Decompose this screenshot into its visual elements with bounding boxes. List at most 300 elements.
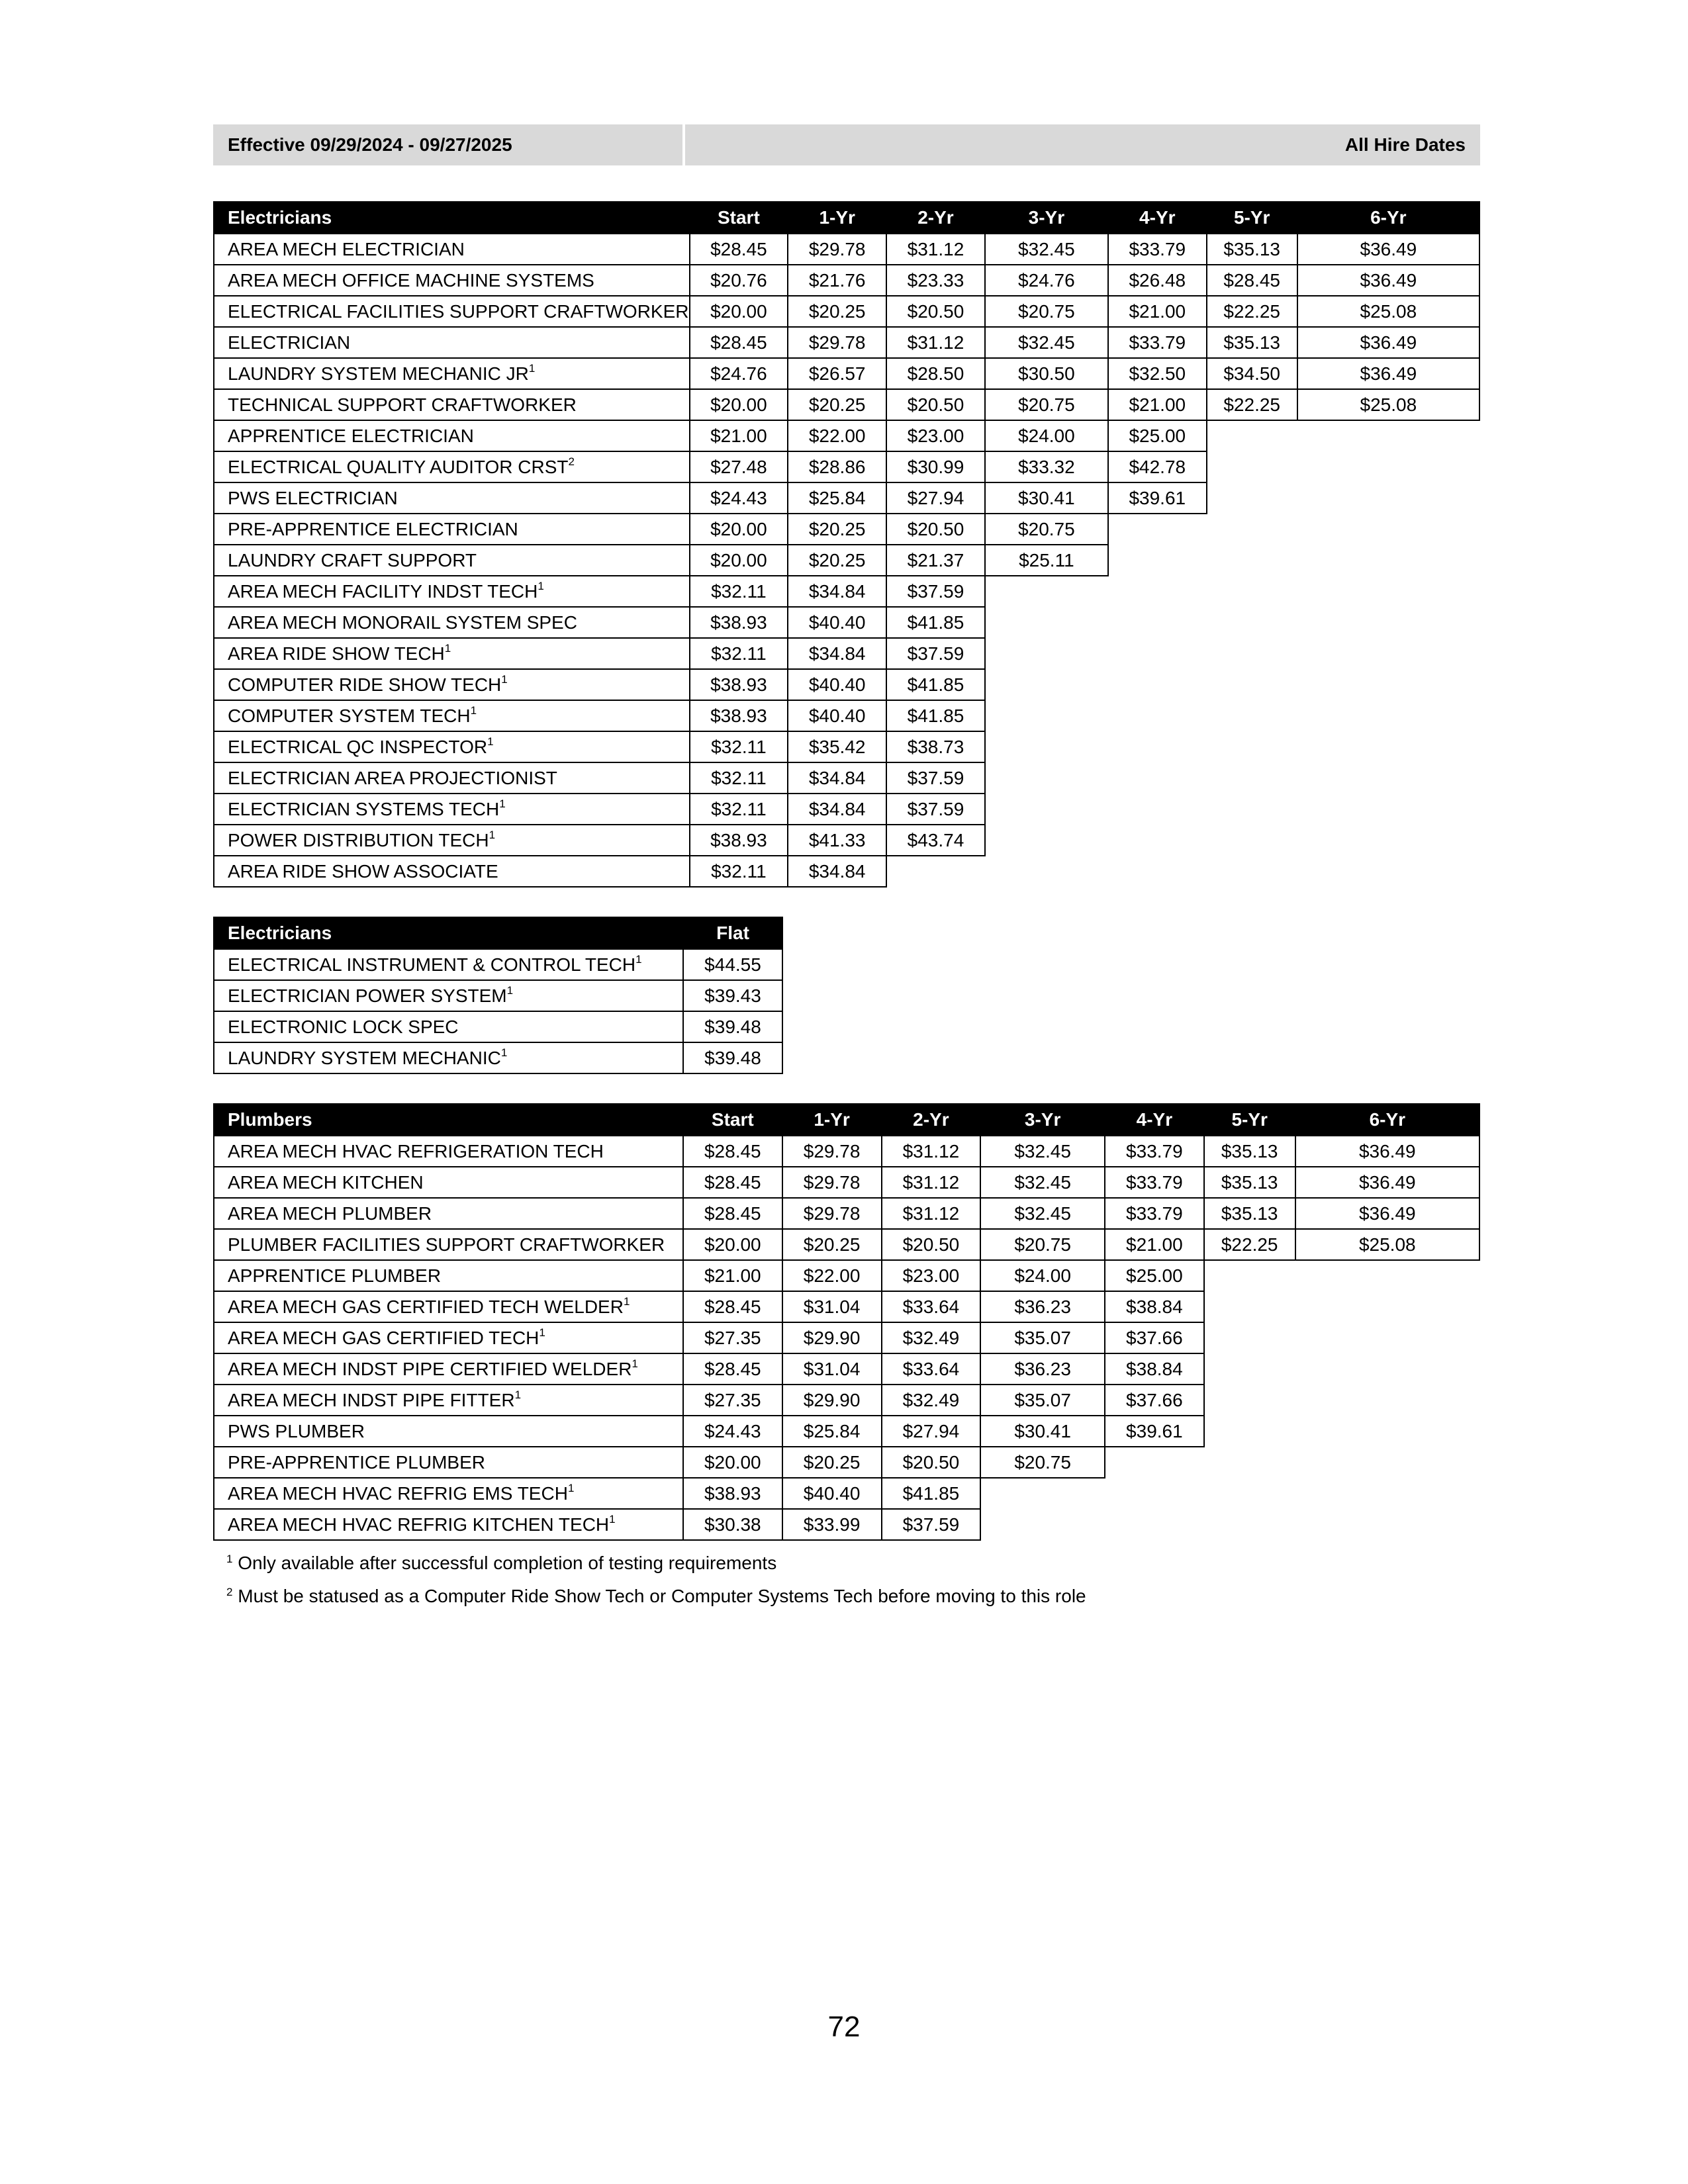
rate-cell: $37.59 — [886, 638, 985, 669]
rate-cell: $22.25 — [1207, 296, 1297, 327]
job-title — [214, 420, 690, 451]
rate-cell: $24.76 — [985, 265, 1108, 296]
rate-cell: $39.43 — [683, 980, 782, 1011]
rate-cell: $32.45 — [985, 327, 1108, 358]
empty-cell — [886, 856, 985, 887]
table-row — [214, 1198, 1479, 1229]
empty-cell — [1207, 825, 1297, 856]
rate-cell: $31.04 — [782, 1291, 882, 1322]
rate-cell: $25.00 — [1105, 1260, 1204, 1291]
rate-cell: $20.00 — [690, 389, 788, 420]
empty-cell — [1207, 576, 1297, 607]
footnote-ref: 1 — [470, 704, 477, 717]
job-title-text: ELECTRICIAN POWER SYSTEM — [228, 985, 507, 1006]
rate-cell: $20.25 — [788, 514, 886, 545]
rate-cell: $41.33 — [788, 825, 886, 856]
empty-cell — [1204, 1385, 1295, 1416]
rate-cell: $20.75 — [980, 1229, 1105, 1260]
table-row — [214, 638, 1479, 669]
table-row — [214, 1136, 1479, 1167]
empty-cell — [985, 638, 1108, 669]
rate-cell: $36.49 — [1297, 265, 1479, 296]
job-title-text: TECHNICAL SUPPORT CRAFTWORKER — [228, 394, 577, 415]
job-title-text: ELECTRICIAN — [228, 332, 351, 353]
rate-cell: $33.79 — [1105, 1198, 1204, 1229]
job-title — [214, 607, 690, 638]
rate-cell: $33.79 — [1105, 1136, 1204, 1167]
column-header: Plumbers — [214, 1104, 683, 1136]
empty-cell — [1297, 607, 1479, 638]
rate-cell: $32.11 — [690, 762, 788, 794]
rate-cell: $37.59 — [886, 762, 985, 794]
footnote-ref: 1 — [538, 579, 544, 592]
empty-cell — [1295, 1478, 1479, 1509]
job-title — [214, 1229, 683, 1260]
rate-cell: $39.48 — [683, 1011, 782, 1042]
rate-cell: $38.93 — [690, 607, 788, 638]
rate-cell: $25.84 — [788, 482, 886, 514]
job-title — [214, 1478, 683, 1509]
rate-cell: $31.12 — [882, 1167, 981, 1198]
rate-cell: $34.84 — [788, 638, 886, 669]
rate-cell: $41.85 — [882, 1478, 981, 1509]
footnote-ref: 1 — [487, 735, 494, 748]
empty-cell — [1207, 731, 1297, 762]
rate-cell: $31.12 — [882, 1136, 981, 1167]
job-title-text: ELECTRICIAN SYSTEMS TECH — [228, 798, 500, 819]
job-title — [214, 234, 690, 265]
rate-cell: $20.75 — [985, 389, 1108, 420]
rate-cell: $32.11 — [690, 638, 788, 669]
rate-cell: $35.42 — [788, 731, 886, 762]
rate-cell: $21.00 — [690, 420, 788, 451]
empty-cell — [1297, 669, 1479, 700]
rate-cell: $25.08 — [1295, 1229, 1479, 1260]
empty-cell — [1295, 1509, 1479, 1540]
job-title-text: LAUNDRY SYSTEM MECHANIC JR — [228, 363, 529, 384]
column-header: 6-Yr — [1297, 202, 1479, 234]
rate-cell: $20.25 — [788, 389, 886, 420]
table-row — [214, 825, 1479, 856]
job-title — [214, 265, 690, 296]
empty-cell — [1297, 731, 1479, 762]
column-header: 5-Yr — [1207, 202, 1297, 234]
rate-cell: $32.11 — [690, 856, 788, 887]
job-title — [214, 545, 690, 576]
job-title-text: AREA MECH HVAC REFRIGERATION TECH — [228, 1140, 604, 1161]
rate-cell: $44.55 — [683, 949, 782, 980]
rate-cell: $20.25 — [788, 545, 886, 576]
empty-cell — [1207, 856, 1297, 887]
job-title-text: AREA MECH PLUMBER — [228, 1203, 432, 1224]
job-title — [214, 1509, 683, 1540]
rate-sheet — [213, 124, 1480, 1619]
empty-cell — [985, 825, 1108, 856]
empty-cell — [1295, 1353, 1479, 1385]
job-title — [214, 638, 690, 669]
column-header: 6-Yr — [1295, 1104, 1479, 1136]
rate-cell: $40.40 — [788, 607, 886, 638]
rate-cell: $20.00 — [690, 545, 788, 576]
rate-cell: $32.49 — [882, 1322, 981, 1353]
rate-cell: $30.50 — [985, 358, 1108, 389]
rate-cell: $21.00 — [1105, 1229, 1204, 1260]
job-title — [214, 1291, 683, 1322]
table-row — [214, 514, 1479, 545]
rate-cell: $21.37 — [886, 545, 985, 576]
rate-cell: $32.45 — [985, 234, 1108, 265]
footnote-ref: 1 — [514, 1388, 522, 1401]
rate-cell: $22.00 — [782, 1260, 882, 1291]
job-title — [214, 731, 690, 762]
footnote-ref: 1 — [632, 1357, 638, 1370]
rate-cell: $32.45 — [980, 1167, 1105, 1198]
rate-cell: $27.94 — [882, 1416, 981, 1447]
job-title-text: AREA MECH FACILITY INDST TECH — [228, 580, 538, 602]
rate-cell: $32.45 — [980, 1198, 1105, 1229]
job-title-text: AREA MECH ELECTRICIAN — [228, 238, 465, 259]
job-title-text: AREA MECH GAS CERTIFIED TECH — [228, 1327, 539, 1348]
job-title-text: AREA MECH HVAC REFRIG KITCHEN TECH — [228, 1514, 610, 1535]
empty-cell — [1105, 1478, 1204, 1509]
empty-cell — [1108, 514, 1207, 545]
table-row — [214, 1478, 1479, 1509]
rate-cell: $36.49 — [1297, 234, 1479, 265]
footnote-ref: 1 — [623, 1295, 630, 1308]
rate-cell: $25.08 — [1297, 389, 1479, 420]
job-title-text: PWS PLUMBER — [228, 1420, 365, 1441]
footnote-ref: 1 — [444, 641, 451, 655]
column-header: Electricians — [214, 202, 690, 234]
rate-cell: $29.78 — [788, 234, 886, 265]
footnote-mark: 1 — [226, 1553, 233, 1565]
rate-cell: $36.49 — [1297, 327, 1479, 358]
footnote-ref: 1 — [528, 361, 536, 375]
column-header: 3-Yr — [980, 1104, 1105, 1136]
job-title-text: AREA MECH OFFICE MACHINE SYSTEMS — [228, 269, 594, 291]
rate-cell: $28.50 — [886, 358, 985, 389]
rate-cell: $24.00 — [980, 1260, 1105, 1291]
job-title-text: AREA RIDE SHOW ASSOCIATE — [228, 860, 498, 882]
rate-cell: $29.90 — [782, 1385, 882, 1416]
rate-cell: $21.00 — [683, 1260, 782, 1291]
rate-cell: $28.45 — [683, 1167, 782, 1198]
empty-cell — [1207, 451, 1297, 482]
empty-cell — [1204, 1416, 1295, 1447]
empty-cell — [985, 576, 1108, 607]
effective-period: Effective 09/29/2024 - 09/27/2025 — [228, 134, 512, 155]
table-row — [214, 576, 1479, 607]
table-row — [214, 794, 1479, 825]
empty-cell — [1204, 1509, 1295, 1540]
empty-cell — [1295, 1385, 1479, 1416]
rate-cell: $20.75 — [980, 1447, 1105, 1478]
rate-cell: $22.00 — [788, 420, 886, 451]
rate-cell: $37.66 — [1105, 1322, 1204, 1353]
empty-cell — [1108, 669, 1207, 700]
table-row — [214, 327, 1479, 358]
rate-cell: $30.99 — [886, 451, 985, 482]
job-title — [214, 1353, 683, 1385]
rate-cell: $33.79 — [1108, 327, 1207, 358]
rate-cell: $28.45 — [683, 1136, 782, 1167]
table-row — [214, 669, 1479, 700]
rate-cell: $33.32 — [985, 451, 1108, 482]
table-row — [214, 1416, 1479, 1447]
empty-cell — [1297, 576, 1479, 607]
job-title-text: AREA MECH MONORAIL SYSTEM SPEC — [228, 612, 577, 633]
empty-cell — [1204, 1291, 1295, 1322]
rate-cell: $28.45 — [683, 1291, 782, 1322]
job-title-text: AREA MECH INDST PIPE FITTER — [228, 1389, 515, 1410]
column-header: 2-Yr — [886, 202, 985, 234]
empty-cell — [1105, 1509, 1204, 1540]
table-row — [214, 700, 1479, 731]
rate-cell: $20.50 — [882, 1447, 981, 1478]
footnote-ref: 1 — [499, 797, 506, 810]
job-title-text: ELECTRICAL FACILITIES SUPPORT CRAFTWORKER — [228, 300, 689, 322]
job-title-text: LAUNDRY CRAFT SUPPORT — [228, 549, 477, 570]
rate-cell: $28.45 — [690, 327, 788, 358]
empty-cell — [1297, 482, 1479, 514]
footnote-text: Only available after successful completion of testing requirements — [238, 1553, 777, 1573]
rate-cell: $37.59 — [886, 576, 985, 607]
rate-cell: $22.25 — [1207, 389, 1297, 420]
rate-cell: $29.78 — [788, 327, 886, 358]
table-row — [214, 731, 1479, 762]
rate-cell: $20.00 — [683, 1229, 782, 1260]
job-title — [214, 389, 690, 420]
rate-cell: $27.94 — [886, 482, 985, 514]
footnote-ref: 1 — [489, 828, 496, 841]
rate-cell: $34.50 — [1207, 358, 1297, 389]
rate-cell: $39.48 — [683, 1042, 782, 1073]
rate-cell: $32.49 — [882, 1385, 981, 1416]
header-row — [214, 1104, 1479, 1136]
rate-cell: $42.78 — [1108, 451, 1207, 482]
rate-cell: $38.84 — [1105, 1291, 1204, 1322]
job-title-text: COMPUTER RIDE SHOW TECH — [228, 674, 502, 695]
empty-cell — [985, 794, 1108, 825]
job-title — [214, 1198, 683, 1229]
rate-cell: $41.85 — [886, 700, 985, 731]
empty-cell — [1207, 700, 1297, 731]
empty-cell — [1108, 731, 1207, 762]
job-title — [214, 576, 690, 607]
table-row — [214, 980, 782, 1011]
table-row — [214, 296, 1479, 327]
electricians-rate-table — [213, 201, 1480, 887]
job-title — [214, 825, 690, 856]
empty-cell — [1297, 762, 1479, 794]
rate-cell: $37.66 — [1105, 1385, 1204, 1416]
empty-cell — [1295, 1447, 1479, 1478]
rate-cell: $20.25 — [782, 1447, 882, 1478]
job-title — [214, 1322, 683, 1353]
empty-cell — [1295, 1322, 1479, 1353]
rate-cell: $37.59 — [882, 1509, 981, 1540]
job-title — [214, 1136, 683, 1167]
rate-cell: $34.84 — [788, 856, 886, 887]
job-title-text: PRE-APPRENTICE ELECTRICIAN — [228, 518, 518, 539]
rate-cell: $28.45 — [683, 1353, 782, 1385]
rate-cell: $38.93 — [690, 700, 788, 731]
job-title — [214, 1385, 683, 1416]
empty-cell — [985, 762, 1108, 794]
table-row — [214, 1229, 1479, 1260]
table-row — [214, 1291, 1479, 1322]
rate-cell: $32.50 — [1108, 358, 1207, 389]
rate-cell: $20.50 — [886, 389, 985, 420]
job-title — [214, 1167, 683, 1198]
rate-cell: $28.86 — [788, 451, 886, 482]
rate-cell: $35.13 — [1207, 327, 1297, 358]
rate-cell: $20.50 — [882, 1229, 981, 1260]
table-row — [214, 234, 1479, 265]
job-title-text: COMPUTER SYSTEM TECH — [228, 705, 471, 726]
column-header: Start — [690, 202, 788, 234]
rate-cell: $20.75 — [985, 514, 1108, 545]
empty-cell — [1207, 794, 1297, 825]
empty-cell — [1297, 794, 1479, 825]
table-row — [214, 1385, 1479, 1416]
header-row — [214, 917, 782, 949]
footnote — [226, 1586, 1480, 1607]
effective-date-bar — [213, 124, 1480, 165]
table-row — [214, 1042, 782, 1073]
footnote-ref: 1 — [635, 952, 642, 966]
rate-cell: $32.45 — [980, 1136, 1105, 1167]
rate-cell: $21.00 — [1108, 296, 1207, 327]
rate-cell: $20.25 — [782, 1229, 882, 1260]
empty-cell — [1295, 1416, 1479, 1447]
table-row — [214, 949, 782, 980]
column-header: Start — [683, 1104, 782, 1136]
table-row — [214, 1322, 1479, 1353]
empty-cell — [1297, 638, 1479, 669]
rate-cell: $40.40 — [788, 669, 886, 700]
empty-cell — [985, 700, 1108, 731]
job-title-text: ELECTRICAL QC INSPECTOR — [228, 736, 488, 757]
table-row — [214, 265, 1479, 296]
job-title-text: POWER DISTRIBUTION TECH — [228, 829, 489, 850]
table-row — [214, 358, 1479, 389]
rate-cell: $36.23 — [980, 1291, 1105, 1322]
job-title — [214, 980, 683, 1011]
empty-cell — [1297, 825, 1479, 856]
rate-cell: $35.13 — [1204, 1167, 1295, 1198]
job-title-text: PLUMBER FACILITIES SUPPORT CRAFTWORKER — [228, 1234, 665, 1255]
footnote-ref: 1 — [567, 1481, 575, 1494]
footnote-mark: 2 — [226, 1586, 233, 1598]
empty-cell — [980, 1509, 1105, 1540]
header-row — [214, 202, 1479, 234]
empty-cell — [1297, 514, 1479, 545]
rate-cell: $36.49 — [1295, 1198, 1479, 1229]
empty-cell — [1207, 514, 1297, 545]
empty-cell — [1204, 1447, 1295, 1478]
rate-cell: $31.04 — [782, 1353, 882, 1385]
rate-cell: $30.41 — [980, 1416, 1105, 1447]
job-title-text: PRE-APPRENTICE PLUMBER — [228, 1451, 485, 1473]
empty-cell — [1105, 1447, 1204, 1478]
electricians-flat-rate-table — [213, 917, 783, 1074]
table-row — [214, 856, 1479, 887]
rate-cell: $20.75 — [985, 296, 1108, 327]
rate-cell: $32.11 — [690, 731, 788, 762]
job-title-text: AREA MECH KITCHEN — [228, 1171, 424, 1193]
empty-cell — [1108, 794, 1207, 825]
rate-cell: $24.43 — [683, 1416, 782, 1447]
rate-cell: $23.00 — [886, 420, 985, 451]
empty-cell — [1204, 1478, 1295, 1509]
empty-cell — [985, 607, 1108, 638]
rate-cell: $33.99 — [782, 1509, 882, 1540]
rate-cell: $20.50 — [886, 296, 985, 327]
rate-cell: $29.78 — [782, 1198, 882, 1229]
empty-cell — [1108, 607, 1207, 638]
column-header: 1-Yr — [788, 202, 886, 234]
job-title — [214, 482, 690, 514]
table-row — [214, 482, 1479, 514]
rate-cell: $31.12 — [886, 327, 985, 358]
empty-cell — [1204, 1353, 1295, 1385]
job-title — [214, 1260, 683, 1291]
empty-cell — [1108, 762, 1207, 794]
column-header: 4-Yr — [1108, 202, 1207, 234]
rate-cell: $31.12 — [886, 234, 985, 265]
rate-cell: $38.84 — [1105, 1353, 1204, 1385]
column-header: Electricians — [214, 917, 683, 949]
table-row — [214, 1447, 1479, 1478]
table-row — [214, 607, 1479, 638]
empty-cell — [1207, 762, 1297, 794]
table-row — [214, 1011, 782, 1042]
empty-cell — [1207, 482, 1297, 514]
plumbers-rate-table — [213, 1103, 1480, 1541]
job-title — [214, 1011, 683, 1042]
rate-cell: $25.08 — [1297, 296, 1479, 327]
footnote-ref: 1 — [501, 672, 508, 686]
rate-cell: $38.93 — [690, 669, 788, 700]
empty-cell — [1207, 669, 1297, 700]
rate-cell: $20.00 — [690, 514, 788, 545]
rate-cell: $35.13 — [1204, 1136, 1295, 1167]
job-title — [214, 949, 683, 980]
rate-cell: $25.00 — [1108, 420, 1207, 451]
footnote-ref: 1 — [506, 983, 514, 997]
rate-cell: $27.48 — [690, 451, 788, 482]
job-title — [214, 1416, 683, 1447]
rate-cell: $26.48 — [1108, 265, 1207, 296]
rate-cell: $26.57 — [788, 358, 886, 389]
job-title — [214, 1042, 683, 1073]
job-title-text: LAUNDRY SYSTEM MECHANIC — [228, 1047, 501, 1068]
empty-cell — [980, 1478, 1105, 1509]
footnote-ref: 1 — [609, 1512, 616, 1525]
rate-cell: $39.61 — [1105, 1416, 1204, 1447]
rate-cell: $36.49 — [1297, 358, 1479, 389]
job-title-text: ELECTRICAL INSTRUMENT & CONTROL TECH — [228, 954, 636, 975]
footnote-ref: 1 — [500, 1046, 508, 1059]
job-title-text: AREA MECH HVAC REFRIG EMS TECH — [228, 1482, 568, 1504]
rate-cell: $20.00 — [683, 1447, 782, 1478]
job-title — [214, 669, 690, 700]
footnote — [226, 1553, 1480, 1574]
empty-cell — [1108, 700, 1207, 731]
rate-cell: $27.35 — [683, 1322, 782, 1353]
empty-cell — [985, 731, 1108, 762]
